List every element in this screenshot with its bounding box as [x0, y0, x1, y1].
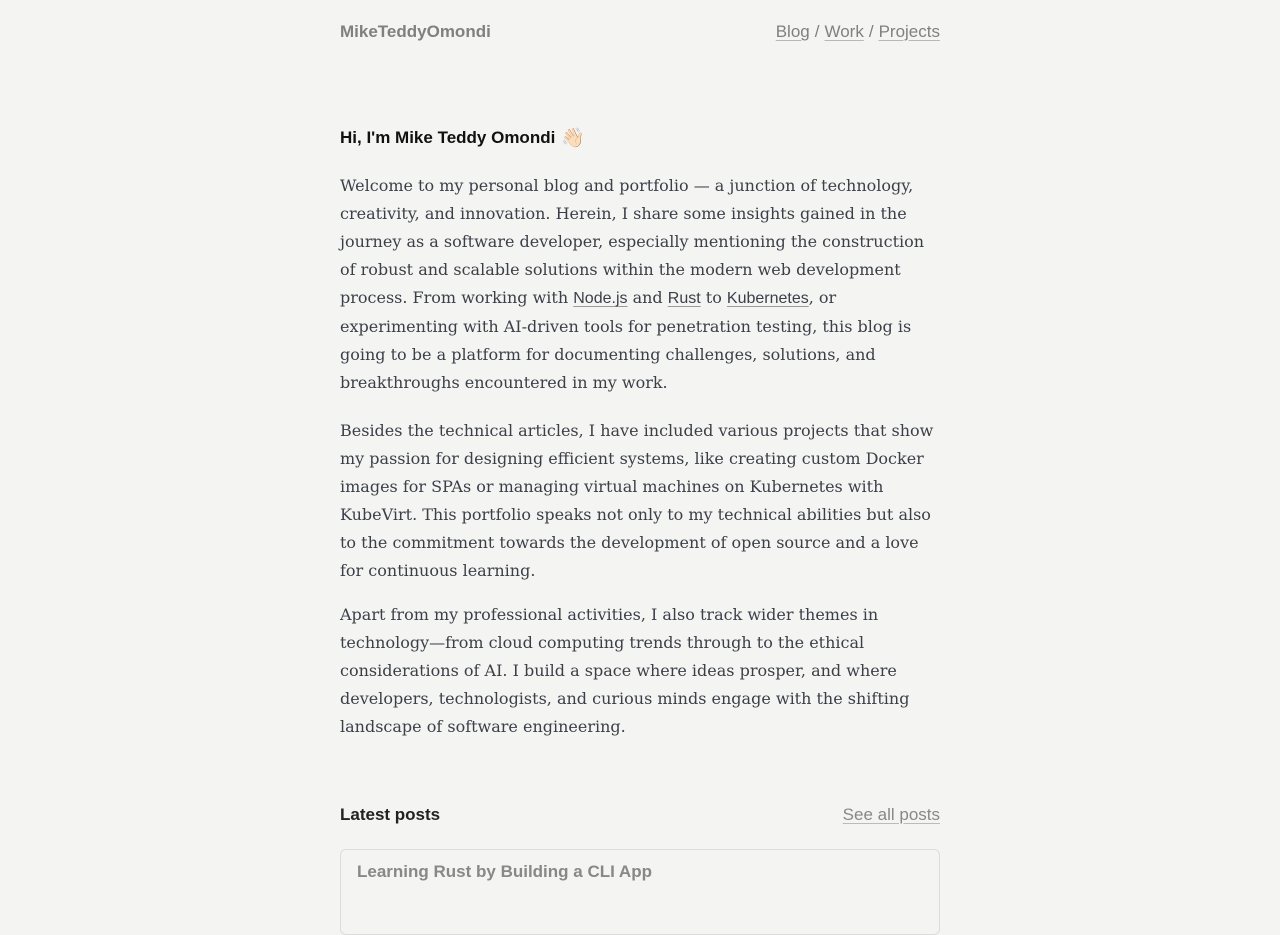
nav-separator: / — [868, 22, 874, 41]
paragraph-text: Welcome to my personal blog and portfolio — a junction of technology, creativity, and innovation. Herein, I share some insights gained in the journey as a software developer, especially mentioning the construction of robust and scalable solutions within the modern web development process. From working with — [340, 176, 925, 307]
paragraph-text: and — [627, 288, 668, 307]
post-card-title[interactable]: Learning Rust by Building a CLI App — [357, 862, 652, 881]
see-all-posts-link[interactable]: See all posts — [842, 805, 940, 824]
waving-hand-icon: 👋🏻 — [561, 128, 585, 149]
nav-link-projects[interactable]: Projects — [878, 22, 940, 41]
latest-posts-section — [340, 805, 940, 935]
nav-link-blog[interactable]: Blog — [775, 22, 810, 41]
link-kubernetes[interactable]: Kubernetes — [726, 290, 809, 307]
nav-separator: / — [814, 22, 820, 41]
latest-posts-heading: Latest posts — [340, 805, 441, 824]
post-card[interactable] — [340, 849, 940, 935]
intro-section — [340, 126, 940, 741]
nav-link-work[interactable]: Work — [824, 22, 864, 41]
site-header — [340, 0, 940, 64]
paragraph-text: to — [700, 288, 727, 307]
site-brand[interactable]: MikeTeddyOmondi — [340, 22, 491, 41]
link-nodejs[interactable]: Node.js — [573, 290, 628, 307]
intro-greeting — [340, 126, 940, 150]
main-nav — [776, 22, 940, 42]
paragraph-text: , or experimenting with AI-driven tools for penetration testing, this blog is going to be a platform for documenting challenges, solutions, and breakthroughs encountered in my work. — [340, 288, 912, 392]
latest-posts-header — [340, 805, 940, 825]
intro-paragraph-3: Apart from my professional activities, I also track wider themes in technology—from cloud computing trends through to the ethical considerations of AI. I build a space where ideas prosper, and where developers, technologists, and curious minds engage with the shifting landscape of software engineering. — [340, 605, 910, 736]
intro-paragraph-2: Besides the technical articles, I have included various projects that show my passion for designing efficient systems, like creating custom Docker images for SPAs or managing virtual machines on Kubernetes with KubeVirt. This portfolio speaks not only to my technical abilities but also to the commitment towards the development of open source and a love for continuous learning. — [340, 421, 934, 580]
link-rust[interactable]: Rust — [667, 290, 701, 307]
intro-paragraph-1 — [340, 172, 940, 397]
page-container — [340, 0, 940, 935]
greeting-text: Hi, I'm Mike Teddy Omondi — [340, 128, 556, 147]
